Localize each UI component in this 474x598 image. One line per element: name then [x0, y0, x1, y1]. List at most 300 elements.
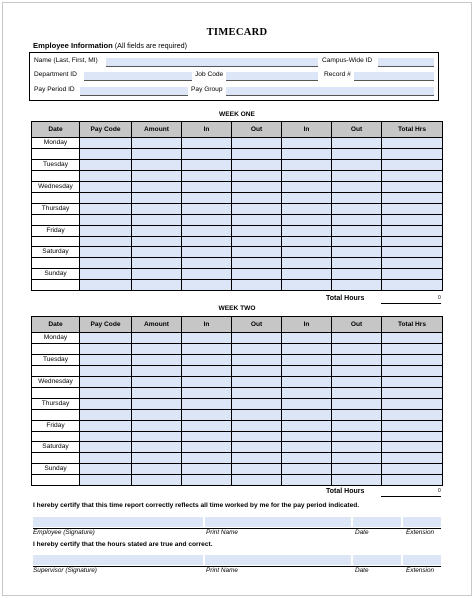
employee-info-note: (All fields are required) — [114, 41, 188, 50]
time-entry-field[interactable] — [182, 420, 232, 431]
time-entry-field[interactable] — [232, 159, 282, 170]
time-entry-field[interactable] — [382, 247, 443, 258]
time-entry-field[interactable] — [282, 181, 332, 192]
day-label: Monday — [32, 333, 80, 344]
column-header: Total Hrs — [382, 122, 443, 138]
time-entry-field[interactable] — [80, 333, 132, 344]
time-entry-field[interactable] — [332, 354, 382, 365]
date-cell — [32, 453, 80, 464]
time-entry-field[interactable] — [282, 280, 332, 291]
day-label: Friday — [32, 420, 80, 431]
time-entry-field[interactable] — [282, 214, 332, 225]
week-one-row — [32, 181, 443, 192]
time-entry-field[interactable] — [182, 354, 232, 365]
time-entry-field[interactable] — [332, 138, 382, 149]
time-entry-field[interactable] — [382, 453, 443, 464]
week-two-row — [32, 387, 443, 398]
time-entry-field[interactable] — [232, 258, 282, 269]
job-code-label: Job Code — [195, 71, 224, 78]
time-entry-field[interactable] — [282, 464, 332, 475]
time-entry-field[interactable] — [80, 170, 132, 181]
week-one-row — [32, 203, 443, 214]
time-entry-field[interactable] — [282, 149, 332, 160]
time-entry-field[interactable] — [182, 365, 232, 376]
date-cell — [32, 236, 80, 247]
supervisor-extension-field[interactable] — [403, 555, 441, 565]
time-entry-field[interactable] — [332, 181, 382, 192]
time-entry-field[interactable] — [382, 420, 443, 431]
time-entry-field[interactable] — [382, 376, 443, 387]
time-entry-field[interactable] — [132, 181, 182, 192]
day-label: Sunday — [32, 269, 80, 280]
time-entry-field[interactable] — [182, 333, 232, 344]
week-two-row — [32, 442, 443, 453]
day-label: Wednesday — [32, 376, 80, 387]
time-entry-field[interactable] — [382, 431, 443, 442]
time-entry-field[interactable] — [132, 387, 182, 398]
week-one-total-label: Total Hours — [326, 295, 365, 302]
week-one-row — [32, 159, 443, 170]
time-entry-field[interactable] — [182, 149, 232, 160]
employee-extension-field[interactable] — [403, 517, 441, 527]
time-entry-field[interactable] — [182, 247, 232, 258]
time-entry-field[interactable] — [80, 138, 132, 149]
time-entry-field[interactable] — [282, 376, 332, 387]
time-entry-field[interactable] — [332, 442, 382, 453]
supervisor-print-name-field[interactable] — [205, 555, 351, 565]
time-entry-field[interactable] — [332, 170, 382, 181]
column-header: Out — [332, 122, 382, 138]
time-entry-field[interactable] — [382, 149, 443, 160]
day-label: Thursday — [32, 203, 80, 214]
supervisor-certify-text: I hereby certify that the hours stated are true and correct. — [33, 541, 213, 548]
pay-group-field[interactable] — [226, 87, 434, 96]
time-entry-field[interactable] — [332, 464, 382, 475]
time-entry-field[interactable] — [382, 170, 443, 181]
time-entry-field[interactable] — [182, 192, 232, 203]
date-cell — [32, 365, 80, 376]
column-header: In — [182, 317, 232, 333]
time-entry-field[interactable] — [282, 138, 332, 149]
employee-row-2 — [34, 71, 434, 82]
time-entry-field[interactable] — [282, 344, 332, 355]
time-entry-field[interactable] — [182, 236, 232, 247]
time-entry-field[interactable] — [382, 354, 443, 365]
time-entry-field[interactable] — [80, 203, 132, 214]
time-entry-field[interactable] — [132, 236, 182, 247]
record-label: Record # — [324, 71, 351, 78]
week-two-row — [32, 464, 443, 475]
time-entry-field[interactable] — [182, 398, 232, 409]
time-entry-field[interactable] — [132, 170, 182, 181]
column-header: Out — [332, 317, 382, 333]
time-entry-field[interactable] — [332, 236, 382, 247]
time-entry-field[interactable] — [132, 365, 182, 376]
time-entry-field[interactable] — [80, 376, 132, 387]
name-label: Name (Last, First, MI) — [34, 57, 98, 64]
week-one-row — [32, 247, 443, 258]
time-entry-field[interactable] — [132, 333, 182, 344]
time-entry-field[interactable] — [132, 409, 182, 420]
time-entry-field[interactable] — [232, 181, 282, 192]
time-entry-field[interactable] — [132, 344, 182, 355]
time-entry-field[interactable] — [332, 409, 382, 420]
time-entry-field[interactable] — [282, 203, 332, 214]
time-entry-field[interactable] — [132, 214, 182, 225]
column-header: Pay Code — [80, 122, 132, 138]
week-two-row — [32, 409, 443, 420]
time-entry-field[interactable] — [80, 344, 132, 355]
time-entry-field[interactable] — [80, 225, 132, 236]
time-entry-field[interactable] — [382, 203, 443, 214]
time-entry-field[interactable] — [132, 453, 182, 464]
employee-signature-field[interactable] — [33, 517, 203, 527]
page-title: TIMECARD — [206, 27, 268, 38]
time-entry-field[interactable] — [132, 442, 182, 453]
time-entry-field[interactable] — [182, 442, 232, 453]
time-entry-field[interactable] — [132, 247, 182, 258]
time-entry-field[interactable] — [382, 409, 443, 420]
day-label: Sunday — [32, 464, 80, 475]
time-entry-field[interactable] — [182, 138, 232, 149]
time-entry-field[interactable] — [382, 398, 443, 409]
time-entry-field[interactable] — [382, 475, 443, 486]
employee-extension-label: Extension — [406, 529, 435, 536]
time-entry-field[interactable] — [332, 333, 382, 344]
time-entry-field[interactable] — [80, 475, 132, 486]
pay-period-field[interactable] — [80, 87, 188, 96]
time-entry-field[interactable] — [132, 464, 182, 475]
time-entry-field[interactable] — [132, 149, 182, 160]
week-one-total-field[interactable] — [381, 296, 441, 304]
name-field[interactable] — [106, 58, 318, 67]
time-entry-field[interactable] — [232, 247, 282, 258]
time-entry-field[interactable] — [80, 236, 132, 247]
employee-info-title: Employee Information — [33, 41, 113, 50]
time-entry-field[interactable] — [80, 280, 132, 291]
week-one-row — [32, 192, 443, 203]
column-header: Pay Code — [80, 317, 132, 333]
time-entry-field[interactable] — [332, 269, 382, 280]
time-entry-field[interactable] — [80, 464, 132, 475]
time-entry-field[interactable] — [282, 431, 332, 442]
time-entry-field[interactable] — [232, 203, 282, 214]
time-entry-field[interactable] — [80, 365, 132, 376]
time-entry-field[interactable] — [332, 376, 382, 387]
time-entry-field[interactable] — [80, 431, 132, 442]
time-entry-field[interactable] — [332, 149, 382, 160]
week-two-header-row — [32, 317, 443, 333]
employee-info-heading — [33, 41, 187, 50]
time-entry-field[interactable] — [332, 258, 382, 269]
time-entry-field[interactable] — [232, 442, 282, 453]
time-entry-field[interactable] — [232, 236, 282, 247]
time-entry-field[interactable] — [132, 475, 182, 486]
date-cell — [32, 149, 80, 160]
week-one-row — [32, 280, 443, 291]
time-entry-field[interactable] — [282, 269, 332, 280]
time-entry-field[interactable] — [132, 258, 182, 269]
time-entry-field[interactable] — [132, 431, 182, 442]
employee-print-name-field[interactable] — [205, 517, 351, 527]
week-two-total-field[interactable] — [381, 489, 441, 497]
time-entry-field[interactable] — [232, 365, 282, 376]
time-entry-field[interactable] — [282, 225, 332, 236]
time-entry-field[interactable] — [382, 225, 443, 236]
time-entry-field[interactable] — [80, 214, 132, 225]
time-entry-field[interactable] — [80, 192, 132, 203]
time-entry-field[interactable] — [132, 398, 182, 409]
week-one-row — [32, 214, 443, 225]
time-entry-field[interactable] — [182, 409, 232, 420]
time-entry-field[interactable] — [182, 376, 232, 387]
week-two-body — [32, 333, 443, 486]
supervisor-date-label: Date — [355, 567, 369, 574]
week-one-row — [32, 258, 443, 269]
employee-print-name-label: Print Name — [206, 529, 238, 536]
time-entry-field[interactable] — [182, 225, 232, 236]
supervisor-print-name-label: Print Name — [206, 567, 238, 574]
time-entry-field[interactable] — [282, 159, 332, 170]
time-entry-field[interactable] — [80, 442, 132, 453]
week-one-row — [32, 236, 443, 247]
date-cell — [32, 475, 80, 486]
time-entry-field[interactable] — [282, 420, 332, 431]
time-entry-field[interactable] — [80, 453, 132, 464]
time-entry-field[interactable] — [132, 420, 182, 431]
time-entry-field[interactable] — [382, 442, 443, 453]
column-header: Date — [32, 122, 80, 138]
time-entry-field[interactable] — [232, 149, 282, 160]
time-entry-field[interactable] — [282, 365, 332, 376]
time-entry-field[interactable] — [332, 453, 382, 464]
time-entry-field[interactable] — [332, 431, 382, 442]
time-entry-field[interactable] — [182, 464, 232, 475]
pay-group-label: Pay Group — [191, 86, 223, 93]
time-entry-field[interactable] — [80, 159, 132, 170]
column-header: Date — [32, 317, 80, 333]
time-entry-field[interactable] — [282, 398, 332, 409]
date-cell — [32, 192, 80, 203]
time-entry-field[interactable] — [382, 258, 443, 269]
time-entry-field[interactable] — [382, 192, 443, 203]
time-entry-field[interactable] — [382, 280, 443, 291]
day-label: Friday — [32, 225, 80, 236]
employee-signature-label: Employee (Signature) — [33, 529, 95, 536]
supervisor-signature-field[interactable] — [33, 555, 203, 565]
time-entry-field[interactable] — [132, 376, 182, 387]
time-entry-field[interactable] — [132, 280, 182, 291]
time-entry-field[interactable] — [382, 138, 443, 149]
time-entry-field[interactable] — [382, 365, 443, 376]
week-two-row — [32, 376, 443, 387]
time-entry-field[interactable] — [182, 431, 232, 442]
time-entry-field[interactable] — [382, 236, 443, 247]
time-entry-field[interactable] — [232, 464, 282, 475]
time-entry-field[interactable] — [282, 192, 332, 203]
time-entry-field[interactable] — [182, 269, 232, 280]
time-entry-field[interactable] — [80, 354, 132, 365]
time-entry-field[interactable] — [382, 333, 443, 344]
time-entry-field[interactable] — [282, 247, 332, 258]
day-label: Saturday — [32, 442, 80, 453]
time-entry-field[interactable] — [282, 333, 332, 344]
time-entry-field[interactable] — [232, 420, 282, 431]
column-header: Out — [232, 122, 282, 138]
time-entry-field[interactable] — [80, 181, 132, 192]
date-cell — [32, 258, 80, 269]
week-two-row — [32, 431, 443, 442]
time-entry-field[interactable] — [382, 269, 443, 280]
time-entry-field[interactable] — [332, 192, 382, 203]
date-cell — [32, 409, 80, 420]
column-header: In — [282, 122, 332, 138]
day-label: Tuesday — [32, 354, 80, 365]
time-entry-field[interactable] — [282, 354, 332, 365]
time-entry-field[interactable] — [332, 214, 382, 225]
time-entry-field[interactable] — [80, 247, 132, 258]
date-cell — [32, 214, 80, 225]
employee-row-1 — [34, 57, 434, 68]
time-entry-field[interactable] — [232, 354, 282, 365]
column-header: Total Hrs — [382, 317, 443, 333]
date-cell — [32, 387, 80, 398]
time-entry-field[interactable] — [232, 192, 282, 203]
time-entry-field[interactable] — [232, 409, 282, 420]
week-two-row — [32, 398, 443, 409]
time-entry-field[interactable] — [382, 464, 443, 475]
time-entry-field[interactable] — [132, 225, 182, 236]
time-entry-field[interactable] — [332, 247, 382, 258]
time-entry-field[interactable] — [332, 280, 382, 291]
day-label: Thursday — [32, 398, 80, 409]
time-entry-field[interactable] — [182, 475, 232, 486]
week-one-body — [32, 138, 443, 291]
employee-date-field[interactable] — [353, 517, 401, 527]
time-entry-field[interactable] — [232, 225, 282, 236]
week-two-total-label: Total Hours — [326, 488, 365, 495]
column-header: In — [282, 317, 332, 333]
time-entry-field[interactable] — [282, 258, 332, 269]
time-entry-field[interactable] — [132, 192, 182, 203]
time-entry-field[interactable] — [382, 181, 443, 192]
time-entry-field[interactable] — [332, 344, 382, 355]
time-entry-field[interactable] — [282, 170, 332, 181]
supervisor-date-field[interactable] — [353, 555, 401, 565]
time-entry-field[interactable] — [132, 159, 182, 170]
time-entry-field[interactable] — [182, 344, 232, 355]
day-label: Tuesday — [32, 159, 80, 170]
time-entry-field[interactable] — [282, 475, 332, 486]
time-entry-field[interactable] — [80, 149, 132, 160]
employee-date-label: Date — [355, 529, 369, 536]
week-two-table — [31, 316, 443, 486]
column-header: In — [182, 122, 232, 138]
time-entry-field[interactable] — [332, 203, 382, 214]
time-entry-field[interactable] — [182, 214, 232, 225]
week-two-row — [32, 453, 443, 464]
time-entry-field[interactable] — [232, 431, 282, 442]
time-entry-field[interactable] — [232, 138, 282, 149]
time-entry-field[interactable] — [232, 475, 282, 486]
week-one-row — [32, 225, 443, 236]
week-one-total-value: 0 — [438, 295, 441, 301]
time-entry-field[interactable] — [132, 354, 182, 365]
time-entry-field[interactable] — [332, 159, 382, 170]
time-entry-field[interactable] — [232, 453, 282, 464]
time-entry-field[interactable] — [232, 280, 282, 291]
time-entry-field[interactable] — [232, 398, 282, 409]
time-entry-field[interactable] — [332, 365, 382, 376]
time-entry-field[interactable] — [332, 398, 382, 409]
day-label: Saturday — [32, 247, 80, 258]
time-entry-field[interactable] — [232, 376, 282, 387]
time-entry-field[interactable] — [282, 387, 332, 398]
department-id-field[interactable] — [84, 72, 192, 81]
time-entry-field[interactable] — [132, 269, 182, 280]
employee-info-box — [29, 52, 439, 101]
time-entry-field[interactable] — [232, 269, 282, 280]
time-entry-field[interactable] — [182, 280, 232, 291]
time-entry-field[interactable] — [182, 387, 232, 398]
time-entry-field[interactable] — [132, 138, 182, 149]
time-entry-field[interactable] — [332, 225, 382, 236]
time-entry-field[interactable] — [182, 159, 232, 170]
time-entry-field[interactable] — [80, 398, 132, 409]
time-entry-field[interactable] — [382, 344, 443, 355]
time-entry-field[interactable] — [382, 387, 443, 398]
time-entry-field[interactable] — [332, 475, 382, 486]
time-entry-field[interactable] — [132, 203, 182, 214]
week-two-row — [32, 354, 443, 365]
time-entry-field[interactable] — [80, 387, 132, 398]
date-cell — [32, 170, 80, 181]
time-entry-field[interactable] — [232, 170, 282, 181]
record-field[interactable] — [354, 72, 434, 81]
job-code-field[interactable] — [226, 72, 318, 81]
employee-row-3 — [34, 86, 434, 97]
time-entry-field[interactable] — [282, 236, 332, 247]
time-entry-field[interactable] — [80, 409, 132, 420]
column-header: Out — [232, 317, 282, 333]
employee-certify-text: I hereby certify that this time report correctly reflects all time worked by me for the pay period indicated. — [33, 502, 360, 509]
time-entry-field[interactable] — [282, 453, 332, 464]
time-entry-field[interactable] — [80, 258, 132, 269]
week-one-row — [32, 170, 443, 181]
campus-id-field[interactable] — [378, 58, 434, 67]
week-two-row — [32, 333, 443, 344]
time-entry-field[interactable] — [382, 214, 443, 225]
time-entry-field[interactable] — [232, 214, 282, 225]
time-entry-field[interactable] — [182, 453, 232, 464]
time-entry-field[interactable] — [232, 387, 282, 398]
time-entry-field[interactable] — [282, 442, 332, 453]
time-entry-field[interactable] — [232, 344, 282, 355]
time-entry-field[interactable] — [182, 203, 232, 214]
time-entry-field[interactable] — [382, 159, 443, 170]
time-entry-field[interactable] — [332, 387, 382, 398]
time-entry-field[interactable] — [182, 258, 232, 269]
time-entry-field[interactable] — [182, 170, 232, 181]
date-cell — [32, 344, 80, 355]
time-entry-field[interactable] — [282, 409, 332, 420]
time-entry-field[interactable] — [182, 181, 232, 192]
time-entry-field[interactable] — [80, 269, 132, 280]
time-entry-field[interactable] — [232, 333, 282, 344]
time-entry-field[interactable] — [332, 420, 382, 431]
time-entry-field[interactable] — [80, 420, 132, 431]
pay-period-label: Pay Period ID — [34, 86, 75, 93]
